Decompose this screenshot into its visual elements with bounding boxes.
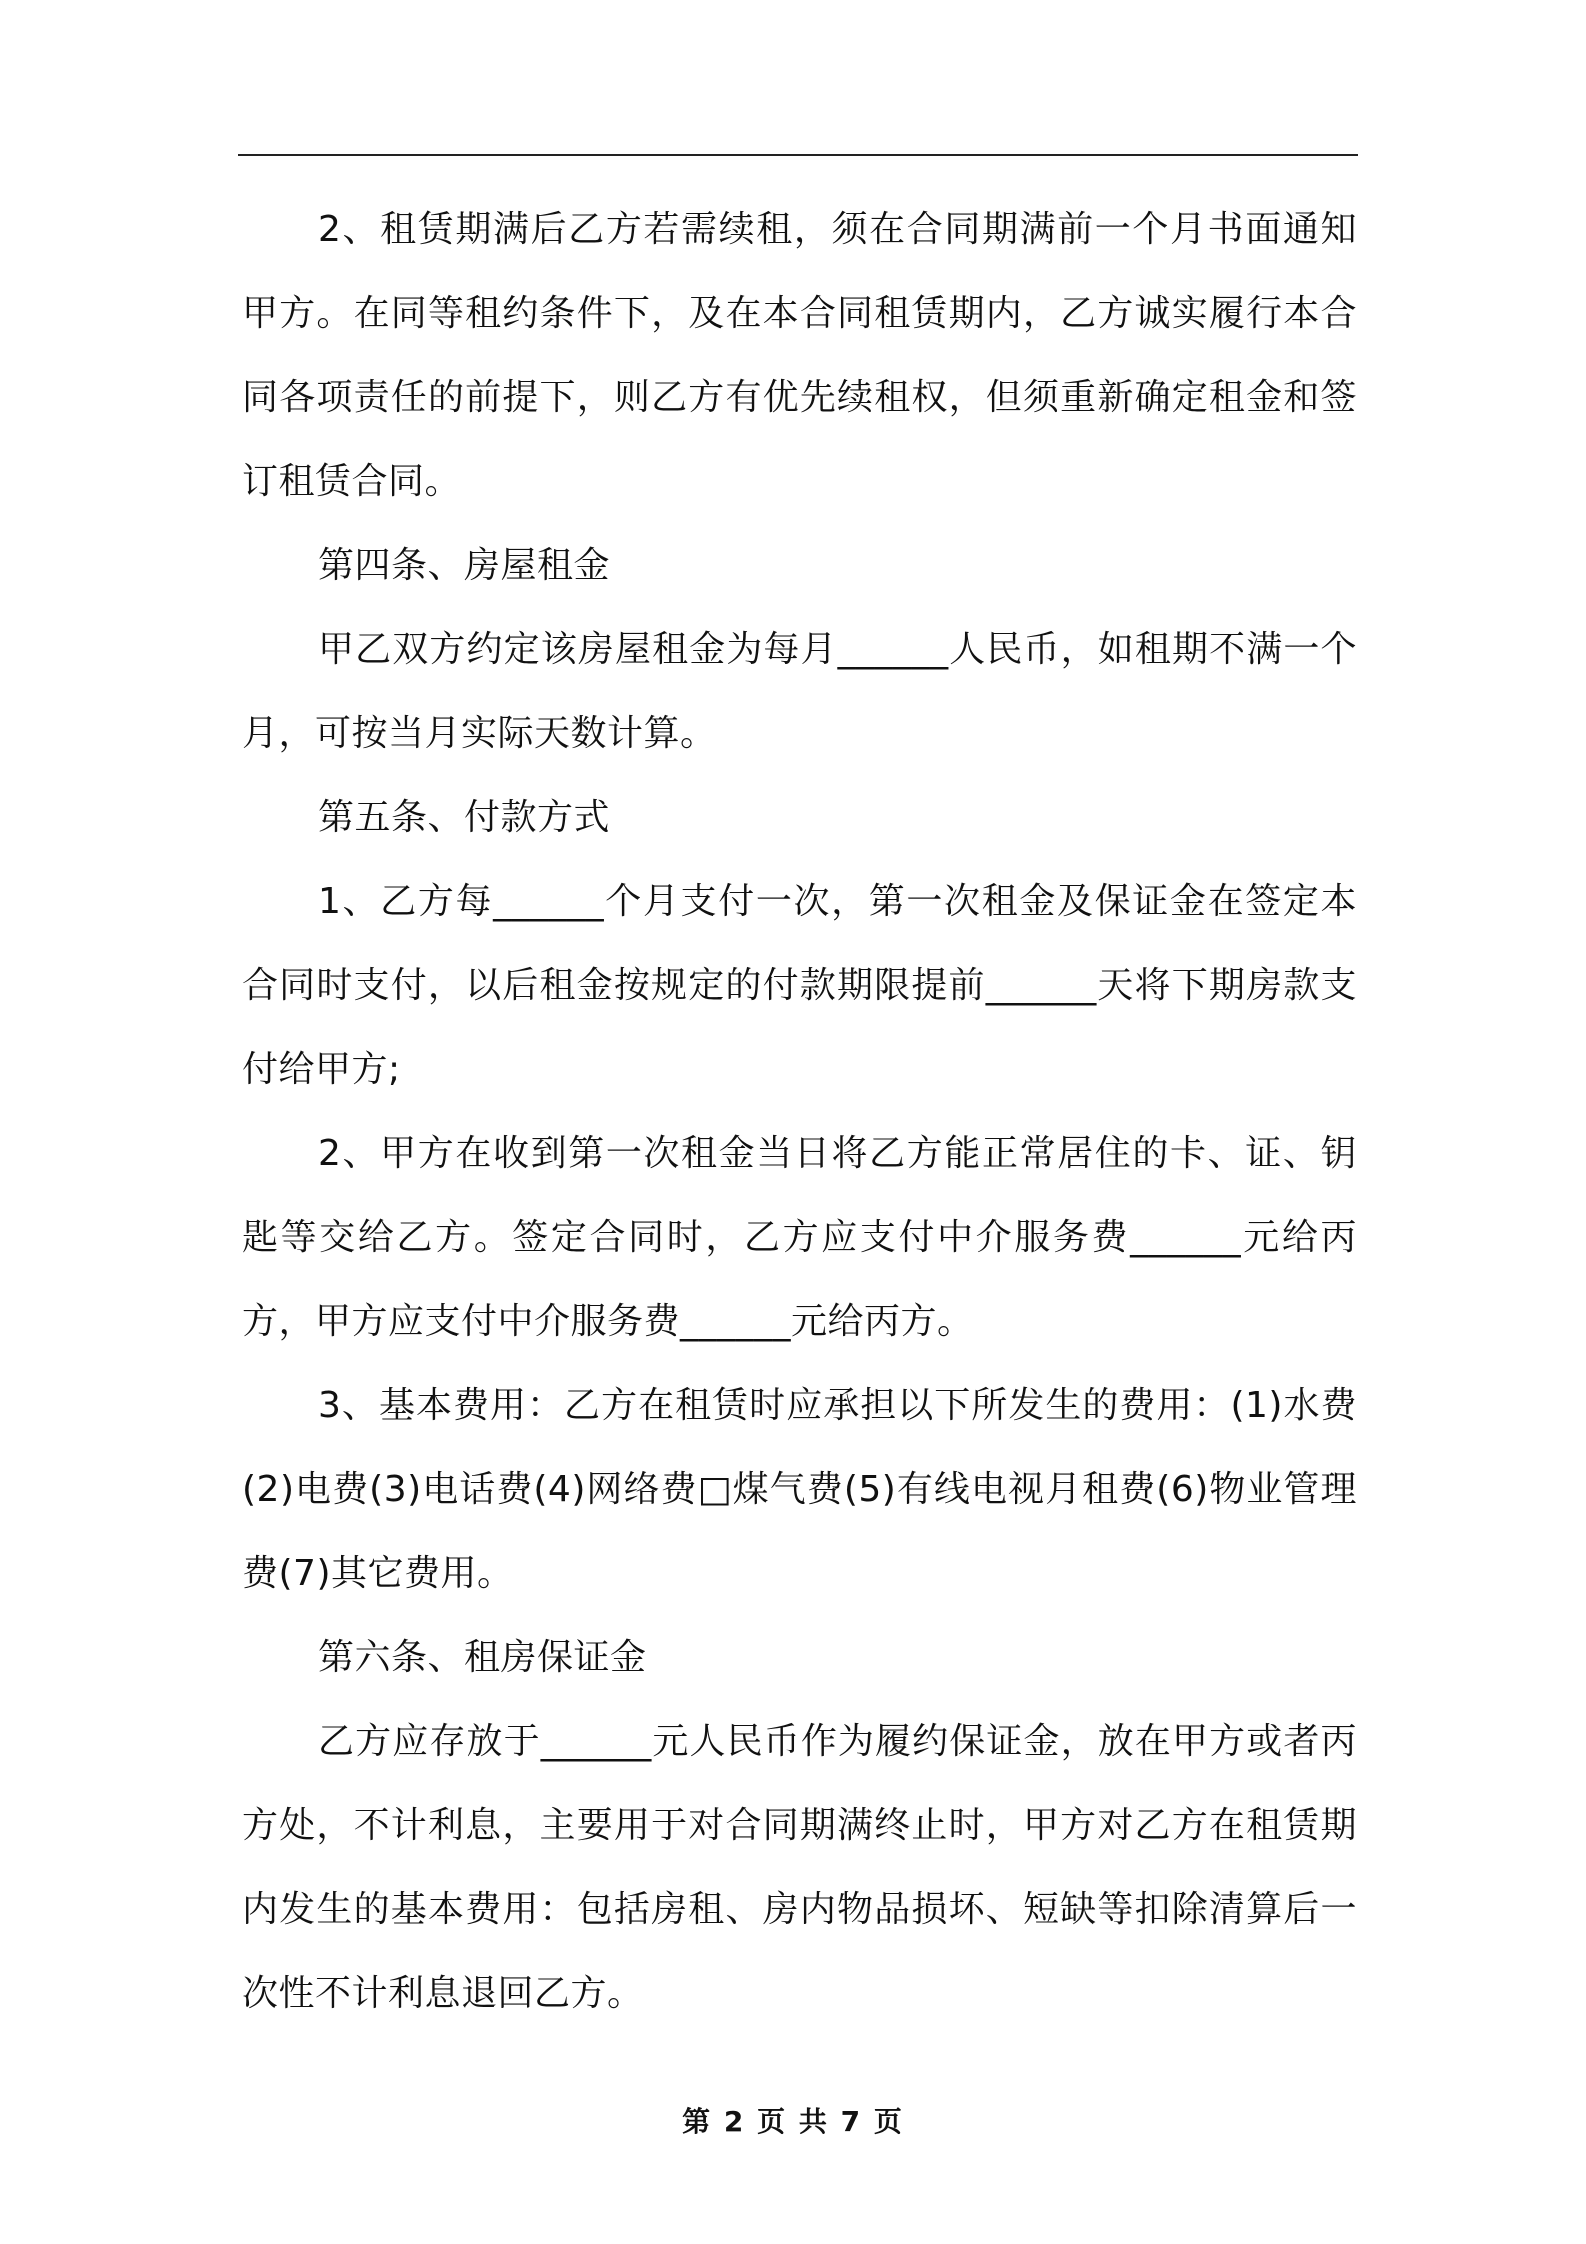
paragraph-renewal-clause: 2、租赁期满后乙方若需续租，须在合同期满前一个月书面通知甲方。在同等租约条件下，及在本合同租赁期内，乙方诚实履行本合同各项责任的前提下，则乙方有优先续租权，但须重新确定租金和签订租赁合同。 (242, 209, 1357, 502)
document-body (242, 188, 1357, 2036)
page-number-footer: 第 2 页 共 7 页 (682, 2105, 904, 2138)
paragraph-deposit-terms: 乙方应存放于______元人民币作为履约保证金，放在甲方或者丙方处，不计利息，主要用于对合同期满终止时，甲方对乙方在租赁期内发生的基本费用：包括房租、房内物品损坏、短缺等扣除清算后一次性不计利息退回乙方。 (242, 1721, 1357, 2014)
heading-article-5-payment: 第五条、付款方式 (318, 797, 611, 838)
paragraph-payment-schedule: 1、乙方每______个月支付一次，第一次租金及保证金在签定本合同时支付，以后租金按规定的付款期限提前______天将下期房款支付给甲方; (242, 881, 1357, 1090)
heading-article-4-rent: 第四条、房屋租金 (318, 545, 611, 586)
paragraph-basic-expenses: 3、基本费用：乙方在租赁时应承担以下所发生的费用：(1)水费(2)电费(3)电话费(4)网络费□煤气费(5)有线电视月租费(6)物业管理费(7)其它费用。 (242, 1385, 1357, 1594)
header-divider (238, 154, 1358, 156)
paragraph-keys-and-agency-fee: 2、甲方在收到第一次租金当日将乙方能正常居住的卡、证、钥匙等交给乙方。签定合同时，乙方应支付中介服务费______元给丙方，甲方应支付中介服务费______元给丙方。 (242, 1133, 1357, 1342)
paragraph-rent-amount: 甲乙双方约定该房屋租金为每月______人民币，如租期不满一个月，可按当月实际天数计算。 (242, 629, 1357, 754)
heading-article-6-deposit: 第六条、租房保证金 (318, 1637, 647, 1678)
